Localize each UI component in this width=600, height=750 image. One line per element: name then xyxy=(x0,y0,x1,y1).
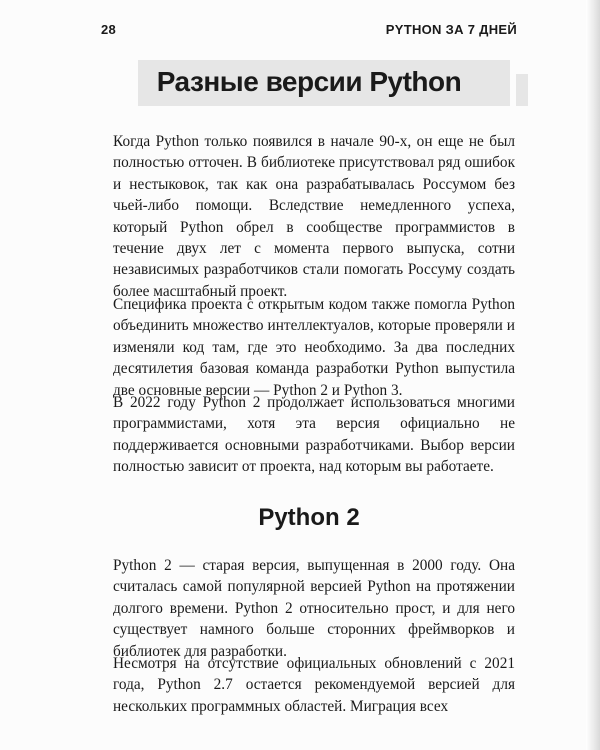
running-header xyxy=(101,22,517,44)
paragraph: Python 2 — старая версия, выпущенная в 2000 году. Она считалась самой популярной версией Python на протяжении долгого времени. Python 2 относительно прост, и для него существует намного больше сторонних фреймворков и библиотек для разработки. xyxy=(113,557,515,660)
paragraph: Когда Python только появился в начале 90-х, он еще не был полностью отточен. В библиотеке присутствовал ряд ошибок и нестыковок, так как она разрабатывалась Россумом без чьей-либо помощи. Вследствие немедленного успеха, который Python обрел в сообществе программистов в течение двух лет с момента первого выпуска, сотни независимых разработчиков стали помогать Россуму создать более масштабный проект. xyxy=(113,133,515,300)
page-title: Разные версии Python xyxy=(156,66,462,97)
running-title: PYTHON ЗА 7 ДНЕЙ xyxy=(385,22,517,37)
page-edge-shadow xyxy=(586,0,600,750)
paragraph: Несмотря на отсутствие официальных обновлений с 2021 года, Python 2.7 остается рекомендуемой версией для нескольких программных областей. Миграция всех xyxy=(113,655,515,715)
section-heading: Python 2 xyxy=(258,504,360,531)
paragraph: В 2022 году Python 2 продолжает использоваться многими программистами, хотя эта версия официально не поддерживается основными разработчиками. Выбор версии полностью зависит от проекта, над которым вы работаете. xyxy=(113,394,515,476)
paragraph: Специфика проекта с открытым кодом также помогла Python объединить множество интеллектуалов, которые проверяли и изменяли код там, где это необходимо. За два последних десятилетия базовая команда разработки Python выпустила две основные версии — Python 2 и Python 3. xyxy=(113,296,515,399)
page-number: 28 xyxy=(101,22,117,37)
